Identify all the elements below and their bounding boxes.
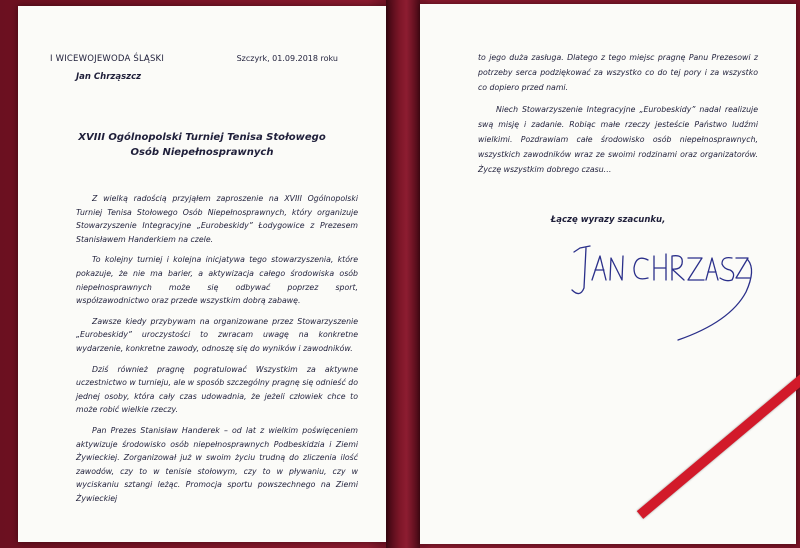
closing-phrase: Łączę wyrazy szacunku, [550, 215, 666, 225]
letter-date: Szczyrk, 01.09.2018 roku [236, 54, 338, 63]
letter-title [18, 130, 386, 160]
paragraph: To kolejny turniej i kolejna inicjatywa tego stowarzyszenia, które pokazuje, że nie ma barier, a aktywizacja całego środowiska osób niepełnosprawnych może się odbywać poprzez sport, współzawodnictwo oraz przede wszystkim dobrą zabawę. [76, 255, 358, 306]
office-heading: I WICEWOJEWODA ŚLĄSKI [50, 54, 165, 64]
paragraph: Niech Stowarzyszenie Integracyjne „Eurobeskidy” nadal realizuje swą misję i zadanie. Robiąc małe rzeczy jesteście Państwo ludźmi wielkimi. Pozdrawiam całe środowisko osób niepełnosprawnych, wszystkich zawodników wraz ze swoimi rodzinami oraz organizatorów. Życzę wszystkim dobrego czasu… [478, 105, 758, 174]
handwritten-signature [570, 240, 760, 350]
letter-body-left [76, 192, 358, 512]
paragraph: Zawsze kiedy przybywam na organizowane przez Stowarzyszenie „Eurobeskidy” uroczystości to zwracam uwagę na konkretne wydarzenie, konkretne zawody, odnoszę się do wyników i zawodników. [76, 316, 358, 353]
letter-body-right [478, 50, 758, 184]
paragraph: Z wielką radością przyjąłem zaproszenie na XVIII Ogólnopolski Turniej Tenisa Stołowego Osób Niepełnosprawnych, który organizuje Stowarzyszenie Integracyjne „Eurobeskidy” Łodygowice z Prezesem Stanisławem Handerkiem na czele. [76, 194, 358, 244]
folder-spine [386, 0, 420, 548]
title-line-2: Osób Niepełnosprawnych [130, 147, 274, 158]
right-letter-page [420, 4, 796, 544]
left-letter-page [18, 6, 386, 542]
author-name: Jan Chrząszcz [76, 72, 142, 82]
paragraph: to jego duża zasługa. Dlatego z tego miejsc pragnę Panu Prezesowi z potrzeby serca podziękować za wszystko co do tej pory i za wszystko co dopiero przed nami. [478, 53, 758, 92]
paragraph: Pan Prezes Stanisław Handerek – od lat z wielkim poświęceniem aktywizuje środowisko osób niepełnosprawnych Podbeskidzia i Ziemi Żywieckiej. Zorganizował już w swoim życiu trudną do zliczenia ilość zawodów, czy to w tenisie stołowym, czy to w pływaniu, czy w wyciskaniu sztangi leżąc. Promocja sportu powszechnego na Ziemi Żywieckiej [76, 425, 358, 503]
title-line-1: XVIII Ogólnopolski Turniej Tenisa Stołowego [78, 132, 326, 143]
paragraph: Dziś również pragnę pogratulować Wszystkim za aktywne uczestnictwo w turnieju, ale w sposób szczególny pragnę się odnieść do jednej osoby, która cały czas udowadnia, że jeżeli człowiek chce to może robić wielkie rzeczy. [76, 364, 358, 415]
